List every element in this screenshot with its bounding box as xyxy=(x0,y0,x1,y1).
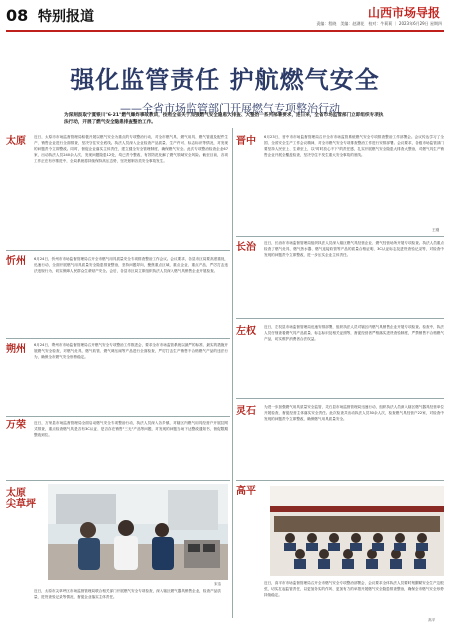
divider xyxy=(236,480,444,481)
photo-credit: 宋洁 xyxy=(214,582,222,586)
article-zuoquan: 近日，左权县市场监督管理局迅速安排部署，组织执法人员对辖区内燃气具销售企业开展专项检查。检查中，执法人员仔细查看燃气具产品质量、标志标识及相关证照等，督促经营者严格落实进货查验制度，严禁销售不合格燃气产品，切实维护消费者合法权益。 xyxy=(264,325,444,341)
divider xyxy=(236,398,444,399)
headline-block xyxy=(0,60,450,116)
article-shuozhou: 6月24日，朔州市市场监督管理局召开燃气安全专项整治工作推进会，要求全市市场监管系统以最严的标准、最实的措施开展燃气安全检查，对燃气灶具、燃气软管、燃气调压阀等产品进行全面检查，严厉打击生产销售不合格燃气产品的违法行为，确保全市燃气安全形势稳定。 xyxy=(34,343,228,359)
divider xyxy=(236,318,444,319)
inspection-photo xyxy=(48,484,228,580)
region-xinzhou: 忻州 xyxy=(6,256,26,267)
region-jinzhong: 晋中 xyxy=(236,136,256,147)
meeting-photo-image xyxy=(270,486,444,576)
divider xyxy=(6,416,230,417)
section-title: 特别报道 xyxy=(38,9,94,25)
article-taiyuan: 近日，太原市市场监督管理局积极开展以燃气安全为重点的专项整治行动，对全市燃气具、燃气用具、燃气管道及配件生产、销售企业进行全面排查，坚决守住安全底线。执法人员深入企业检查产品质量、生产许可、标志标识等情况，对发现的问题责令立即整改。同时，督促企业落实主体责任，建立健全安全管理制度，确保燃气安全。此次专项整治检查企业67家，出动执法人员240余人次，发现问题隐患12处，均已责令整改，有效防范化解了燃气领域安全风险。截至目前，各项工作正在有序推进中，全局系统将持续保持高压态势，坚决遏制各类安全事故发生。 xyxy=(34,135,228,163)
article-wanrong: 近日，万荣县市场监督管理局全面启动燃气安全专项整治行动，执法人员深入各乡镇，对辖区内燃气用具经营户开展拉网式排查，重点检查燃气具是否有3C认证、是否存在销售"三无"产品等问题，对发现的问题当场下达整改通知书，督促限期整改到位。 xyxy=(34,421,228,437)
divider xyxy=(6,480,230,481)
region-shuozhou: 朔州 xyxy=(6,344,26,355)
article-gaoping: 近日，高平市市场监督管理局召开全市燃气安全专项整治部署会，会议要求全体执法人员要时刻绷紧安全生产这根弦，切实扛起监管责任，以更加务实的作风、更加有力的举措开展燃气安全隐患排查整治，确保全市燃气安全形势持续稳定。 xyxy=(264,581,444,597)
author-credit: 高平 xyxy=(428,618,436,622)
newspaper-masthead: 山西市场导报 xyxy=(367,6,440,20)
region-lingshi: 灵石 xyxy=(236,406,256,417)
article-changzhi: 近日，长治市市场监督管理局组织执法人员深入辖区燃气具经营企业、燃气经营场所开展专项检查。执法人员重点检查了燃气灶具、燃气热水器、燃气连接软管等产品的质量合格证明、3C认证标志及进货查验记录等，对检查中发现的问题责令立即整改，进一步压实企业主体责任。 xyxy=(264,241,444,257)
edit-credits: 责编：程晓 美编：赵湖花 校对：牛莉莉 ｜ 2023年6月29日 星期四 xyxy=(316,21,442,26)
region-wanrong: 万荣 xyxy=(6,420,26,431)
region-gaoping: 高平 xyxy=(236,486,256,497)
sub-headline: ——全省市场监管部门开展燃气专项整治行动 xyxy=(120,102,340,115)
article-jiancaoping: 近日，太原市尖草坪区市场监督管理局联合相关部门开展燃气安全专项检查，深入辖区燃气器具销售企业，检查产品质量、进货查验记录等情况，督促企业落实主体责任。 xyxy=(34,589,221,599)
meeting-photo xyxy=(270,486,444,576)
lead-paragraph: 为深刻汲取宁夏银川"6·21"燃气爆炸事故教训，按照全省关于加强燃气安全隐患大排查、大整治一系列部署要求，连日来，全省市场监管部门立即组织专项执法行动，开展了燃气安全隐患排查整治工作。 xyxy=(64,113,384,125)
divider xyxy=(6,250,230,251)
main-headline: 强化监管责任 护航燃气安全 xyxy=(70,66,380,94)
page-number: 08 xyxy=(6,6,29,25)
article-xinzhou: 6月24日，忻州市市场监督管理局召开全市燃气用具质量安全专项排查整治工作会议。会议要求，各县市区局要高度重视，迅速行动，全面开展燃气用具质量安全隐患排查整治，坚持问题导向，聚焦重点区域、重点企业、重点产品，严厉打击违法违规行为，切实保障人民群众生命财产安全。会后，各县市区局立即组织执法人员深入燃气具销售企业开展检查。 xyxy=(34,257,228,273)
column-divider xyxy=(232,128,233,618)
region-taiyuan: 太原 xyxy=(6,136,26,147)
header-rule xyxy=(6,30,444,32)
region-zuoquan: 左权 xyxy=(236,326,256,337)
author-credit: 王刚 xyxy=(432,228,440,232)
article-jinzhong: 6月23日，晋中市市场监督管理局召开全市市场监管系统燃气安全专项排查整治工作部署会。会议传达学习了全国、全省安全生产工作会议精神，对全市燃气安全专项排查整治工作进行安排部署。会议要求，各级市场监管部门要坚持人民至上、生命至上，以"时时放心不下"的责任感，扎实开展燃气安全隐患大排查大整治，对燃气具生产销售企业开展全覆盖检查，坚决守住不发生重大安全事故的底线。 xyxy=(264,135,444,157)
region-jiancaoping: 太原 尖草坪 xyxy=(6,488,36,510)
divider xyxy=(6,338,230,339)
inspection-photo-image xyxy=(48,484,228,580)
page-header xyxy=(0,0,450,40)
article-lingshi: 为进一步加强燃气用具质量安全监管，灵石县市场监督管理局迅速行动，组织执法人员深入辖区燃气器具经营单位开展检查，督促经营主体落实安全责任。此次检查共出动执法人员30余人次，检查燃气具经营户22家，对检查中发现的问题责令立即整改，确保燃气用具质量安全。 xyxy=(264,405,444,421)
region-changzhi: 长治 xyxy=(236,242,256,253)
divider xyxy=(236,236,444,237)
